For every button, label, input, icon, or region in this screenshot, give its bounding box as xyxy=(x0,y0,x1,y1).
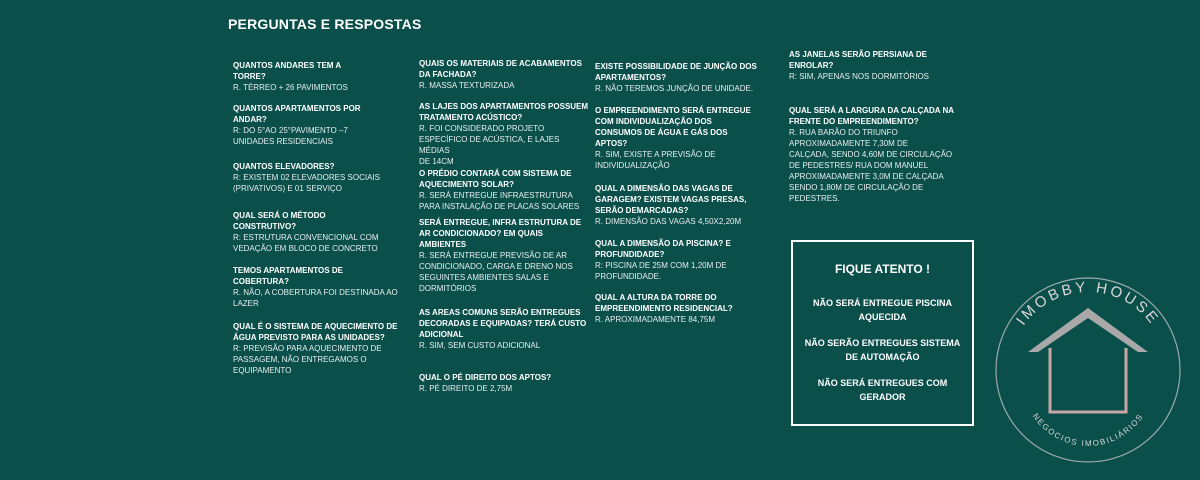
question: QUAIS OS MATERIAIS DE ACABAMENTOS DA FACHADA? xyxy=(419,59,582,79)
answer: R: DO 5°AO 25°PAVIMENTO –7 UNIDADES RESIDENCIAIS xyxy=(233,126,348,146)
notice-item: NÃO SERÁ ENTREGUES COM GERADOR xyxy=(817,378,948,402)
answer: R. SERÁ ENTREGUE INFRAESTRUTURA PARA INSTALAÇÃO DE PLACAS SOLARES xyxy=(419,191,580,211)
answer: R. NÃO TEREMOS JUNÇÃO DE UNIDADE. xyxy=(595,84,754,93)
question: QUAL SERÁ A LARGURA DA CALÇADA NA FRENTE DO EMPREENDIMENTO? xyxy=(789,106,955,126)
question: AS JANELAS SERÃO PERSIANA DE ENROLAR? xyxy=(789,50,927,70)
qa-item xyxy=(595,238,767,282)
question: QUAL A ALTURA DA TORRE DO EMPREENDIMENTO RESIDENCIAL? xyxy=(595,293,733,313)
answer: R. TÉRREO + 26 PAVIMENTOS xyxy=(233,83,348,92)
question: EXISTE POSSIBILIDADE DE JUNÇÃO DOS APARTAMENTOS? xyxy=(595,62,757,82)
qa-item xyxy=(419,372,591,394)
question: QUANTOS APARTAMENTOS POR ANDAR? xyxy=(233,104,361,124)
qa-item xyxy=(233,60,405,93)
notice-item: NÃO SERÃO ENTREGUES SISTEMA DE AUTOMAÇÃO xyxy=(804,338,961,362)
notice-title: FIQUE ATENTO ! xyxy=(834,262,931,276)
qa-item xyxy=(789,49,961,82)
answer: R: PREVISÃO PARA AQUECIMENTO DE PASSAGEM, NÃO ENTREGAMOS O EQUIPAMENTO xyxy=(233,344,382,375)
answer: R. DIMENSÃO DAS VAGAS 4,50X2,20M xyxy=(595,217,742,226)
answer: R. PÉ DIREITO DE 2,75M xyxy=(419,384,513,393)
question: QUANTOS ELEVADORES? xyxy=(233,162,335,171)
answer: R. NÃO, A COBERTURA FOI DESTINADA AO LAZER xyxy=(233,288,398,308)
qa-item xyxy=(233,321,405,376)
qa-item xyxy=(419,307,591,351)
question: QUAL SERÁ O MÉTODO CONSTRUTIVO? xyxy=(233,211,326,231)
page-title: PERGUNTAS E RESPOSTAS xyxy=(228,16,422,32)
qa-item xyxy=(233,161,405,194)
answer: R: SIM, APENAS NOS DORMITÓRIOS xyxy=(789,72,930,81)
qa-item xyxy=(419,168,591,212)
question: QUANTOS ANDARES TEM A TORRE? xyxy=(233,61,342,81)
answer: R. SIM, EXISTE A PREVISÃO DE INDIVIDUALIZAÇÃO xyxy=(595,150,716,170)
qa-item xyxy=(595,183,767,227)
qa-item xyxy=(595,61,767,94)
question: O EMPREENDIMENTO SERÁ ENTREGUE COM INDIVIDUALIZAÇÃO DOS CONSUMOS DE ÁGUA E GÁS DOS APTOS? xyxy=(595,106,751,148)
answer: R: EXISTEM 02 ELEVADORES SOCIAIS (PRIVATIVOS) E 01 SERVIÇO xyxy=(233,173,381,193)
question: SERÁ ENTREGUE, INFRA ESTRUTURA DE AR CONDICIONADO? EM QUAIS AMBIENTES xyxy=(419,218,582,249)
question: QUAL O PÉ DIREITO DOS APTOS? xyxy=(419,373,552,382)
qa-item xyxy=(789,105,961,204)
qa-item xyxy=(233,103,405,147)
question: AS AREAS COMUNS SERÃO ENTREGUES DECORADAS E EQUIPADAS? TERÁ CUSTO ADICIONAL xyxy=(419,308,587,339)
answer: R. SIM, SEM CUSTO ADICIONAL xyxy=(419,341,541,350)
qa-item xyxy=(595,105,767,171)
answer: R: ESTRUTURA CONVENCIONAL COM VEDAÇÃO EM BLOCO DE CONCRETO xyxy=(233,233,379,253)
notice-item: NÃO SERÁ ENTREGUE PISCINA AQUECIDA xyxy=(812,298,953,322)
notice-box xyxy=(791,240,974,426)
answer: R: PISCINA DE 25M COM 1,20M DE PROFUNDIDADE. xyxy=(595,261,727,281)
answer: R. MASSA TEXTURIZADA xyxy=(419,81,515,90)
qa-item xyxy=(233,265,405,309)
question: QUAL É O SISTEMA DE AQUECIMENTO DE ÁGUA PREVISTO PARA AS UNIDADES? xyxy=(233,322,398,342)
answer: R. FOI CONSIDERADO PROJETO ESPECÍFICO DE ACÚSTICA, E LAJES MÉDIAS DE 14CM xyxy=(419,124,560,166)
qa-item xyxy=(595,292,767,325)
question: QUAL A DIMENSÃO DAS VAGAS DE GARAGEM? EXISTEM VAGAS PRESAS, SERÃO DEMARCADAS? xyxy=(595,184,747,215)
question: QUAL A DIMENSÃO DA PISCINA? E PROFUNDIDADE? xyxy=(595,239,731,259)
qa-item xyxy=(233,210,405,254)
answer: R. APROXIMADAMENTE 84,75M xyxy=(595,315,716,324)
qa-item xyxy=(419,217,591,294)
question: TEMOS APARTAMENTOS DE COBERTURA? xyxy=(233,266,343,286)
logo-tagline-text: NEGOCIOS IMOBILIÁRIOS xyxy=(1030,411,1146,449)
logo-brand-text: IMOBBY HOUSE xyxy=(1013,278,1163,329)
question: AS LAJES DOS APARTAMENTOS POSSUEM TRATAMENTO ACÚSTICO? xyxy=(419,102,589,122)
qa-item xyxy=(419,58,591,91)
brand-logo xyxy=(988,270,1188,470)
answer: R. RUA BARÃO DO TRIUNFO APROXIMADAMENTE 7,30M DE CALÇADA, SENDO 4,60M DE CIRCULAÇÃO DE PEDESTRES/ RUA DOM MANUEL APROXIMADAMENTE 3,0M DE CALÇADA SENDO 1,80M DE CIRCULAÇÃO DE PEDESTRES. xyxy=(789,128,953,203)
question: O PRÉDIO CONTARÁ COM SISTEMA DE AQUECIMENTO SOLAR? xyxy=(419,169,572,189)
answer: R. SERÁ ENTREGUE PREVISÃO DE AR CONDICIONADO, CARGA E DRENO NOS SEGUINTES AMBIENTES SALAS E DORMITÓRIOS xyxy=(419,251,573,293)
qa-item xyxy=(419,101,591,167)
house-icon xyxy=(1028,308,1148,412)
